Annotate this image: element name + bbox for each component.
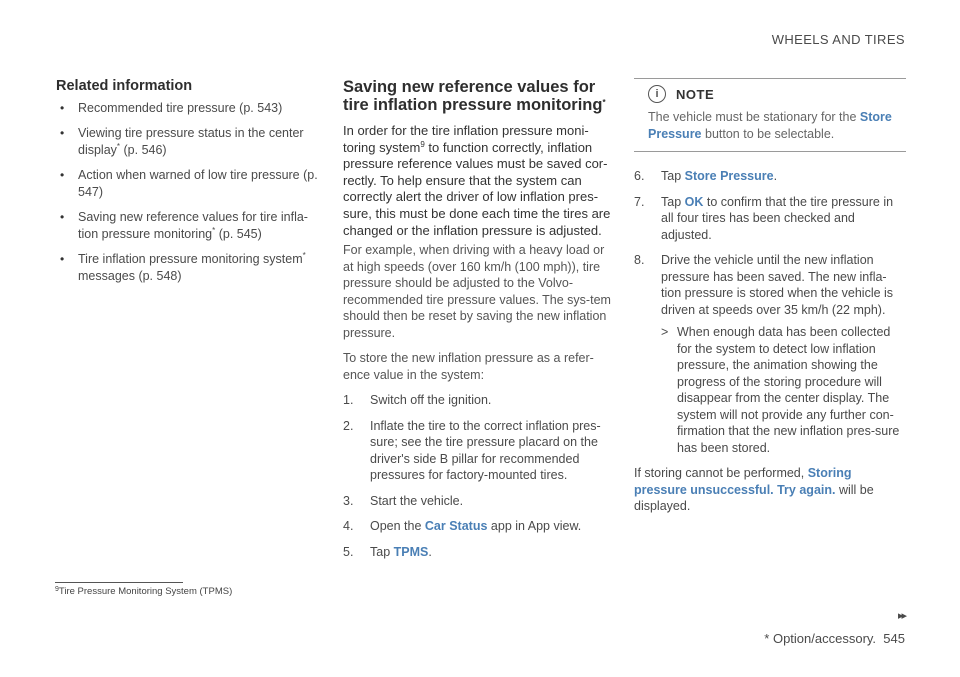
option-accessory-note: * Option/accessory. xyxy=(764,631,877,646)
car-status-app-link[interactable]: Car Status xyxy=(424,519,488,534)
storing-unsuccessful-message: Storing pressure unsuccessful. Try again. xyxy=(634,466,852,497)
article-column xyxy=(343,78,611,569)
step-3: 3. Start the vehicle. xyxy=(343,493,464,508)
page-number: 545 xyxy=(883,631,905,646)
footnote: $^9$Tire Pressure Monitoring System (TPMS) xyxy=(55,586,233,597)
note-text: The vehicle must be stationary for the Store Pressure button to be selectable. xyxy=(648,110,892,141)
step-4: 4. Open the Car Status app in App view. xyxy=(343,519,582,534)
related-link-recommended-pressure[interactable]: • Recommended tire pressure (p. 543) xyxy=(56,100,318,117)
step-7: 7. Tap OK to confirm that the tire pressure in all four tires has been checked and adjusted. xyxy=(634,194,894,242)
step-6: 6. Tap Store Pressure. xyxy=(634,169,778,183)
closing-paragraph: If storing cannot be performed, Storing pressure unsuccessful. Try again. will be displayed. xyxy=(634,466,874,513)
related-link-low-pressure-action[interactable]: • Action when warned of low tire pressure (p. 547) xyxy=(56,167,318,201)
step-8: 8. Drive the vehicle until the new inflation pressure has been saved. The new infla-tion pressure is stored when the vehicle is driven at speeds over 35 km/h (22 mph). > When enough data has been collected for the system to detect low inflation pressure, the animation showing the progress of the storing procedure will disappear from the center display. The system will not provide any further con-firmation that the new inflation pres-sure has been stored. xyxy=(634,252,906,456)
steps-list-continued xyxy=(634,168,906,456)
step-1: 1. Switch off the ignition. xyxy=(343,393,492,408)
continued-column xyxy=(634,78,906,524)
article-paragraph-example: For example, when driving with a heavy load or at high speeds (over 160 km/h (100 mph)), tire pressure should be adjusted to the Volvo-recommended tire pressure values. The sys-tem should then be reset by saving the new inflation pressure. xyxy=(343,243,611,340)
section-header: WHEELS AND TIRES xyxy=(771,32,905,47)
page-footer xyxy=(764,631,905,646)
footnote-divider xyxy=(55,582,183,583)
next-page-icon[interactable]: ▸▸ xyxy=(897,610,905,622)
tpms-link[interactable]: TPMS xyxy=(393,544,429,559)
note-box xyxy=(634,78,906,152)
related-link-saving-reference[interactable]: • Saving new reference values for tire infla-tion pressure monitoring* (p. 545) xyxy=(56,209,318,243)
footnote-ref: 9 xyxy=(420,139,425,149)
step-2: 2. Inflate the tire to the correct inflation pres-sure; see the tire pressure placard on the driver's side B pillar for recommended pressures for factory-mounted tires. xyxy=(343,418,601,483)
article-lead: In order for the tire inflation pressure moni-toring system$^9$ to function correctly, inflation pressure reference values must be saved cor-rectly. To help ensure that the system can correctly alert the driver of low inflation pres-sure, this must be done each time the tires are changed or the inflation pressure is adjusted. xyxy=(343,123,611,238)
related-list xyxy=(56,100,318,285)
step-5: 5. Tap TPMS. xyxy=(343,544,432,559)
result-arrow-icon: > xyxy=(661,325,669,339)
store-pressure-button-link[interactable]: Store Pressure xyxy=(684,169,774,183)
related-link-viewing-status[interactable]: • Viewing tire pressure status in the center display* (p. 546) xyxy=(56,125,318,159)
related-information xyxy=(56,78,318,293)
steps-list xyxy=(343,392,611,560)
ok-button-link[interactable]: OK xyxy=(684,194,704,209)
related-title: Related information xyxy=(56,78,193,94)
related-link-tpms-messages[interactable]: • Tire inflation pressure monitoring system* messages (p. 548) xyxy=(56,251,318,285)
article-paragraph-store: To store the new inflation pressure as a refer-ence value in the system: xyxy=(343,351,594,382)
note-title: NOTE xyxy=(676,86,715,102)
store-pressure-link[interactable]: Store Pressure xyxy=(648,110,892,141)
info-icon: i xyxy=(648,85,666,103)
note-header xyxy=(648,85,892,103)
step-8-result: > When enough data has been collected for the system to detect low inflation pressure, the animation showing the progress of the storing procedure will disappear from the center display. The system will not provide any further con-firmation that the new inflation pres-sure has been stored. xyxy=(661,325,900,455)
article-title: Saving new reference values for tire inflation pressure monitoring* xyxy=(343,78,606,114)
